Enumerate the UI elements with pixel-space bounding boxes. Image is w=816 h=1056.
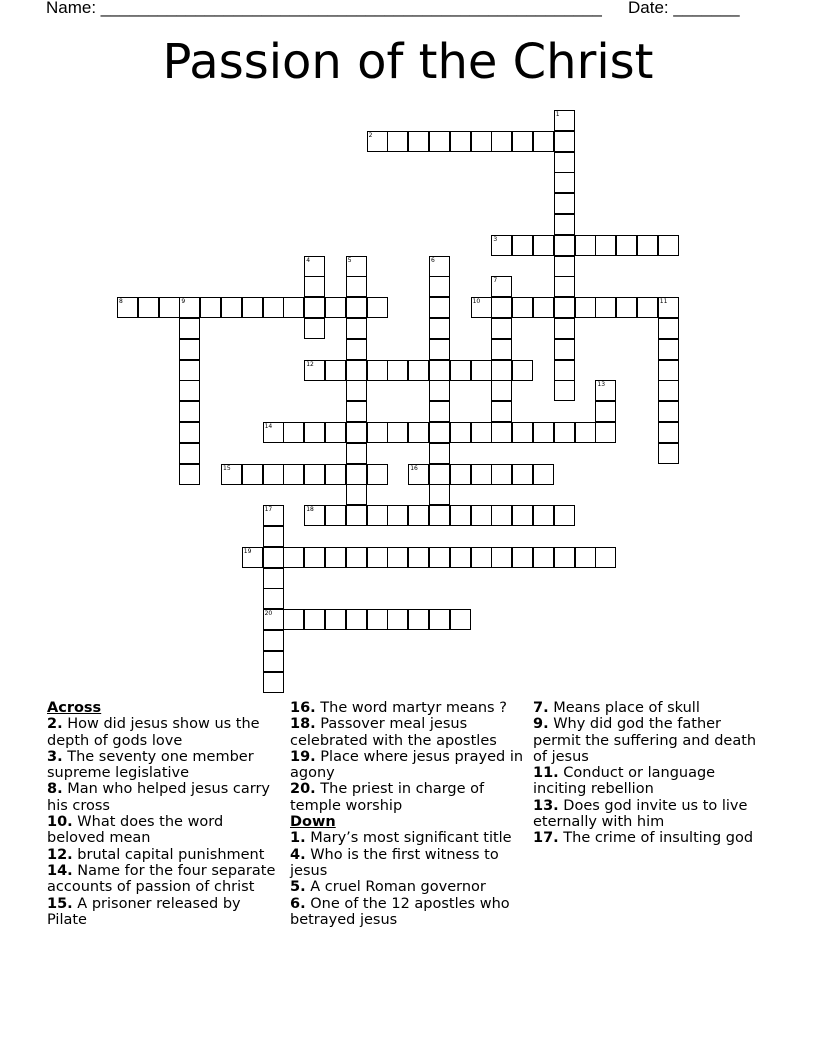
page-title: Passion of the Christ: [162, 34, 654, 90]
grid-cell[interactable]: [346, 276, 367, 297]
grid-cell[interactable]: [346, 443, 367, 464]
cell-number: 19: [243, 547, 252, 555]
cell-number: 6: [431, 256, 435, 264]
grid-cell[interactable]: [533, 464, 554, 485]
grid-cell[interactable]: [283, 464, 304, 485]
clue-down-13: 13. Does god invite us to live eternally with him: [533, 797, 748, 831]
grid-cell[interactable]: [429, 401, 450, 422]
grid-cell[interactable]: [595, 401, 616, 422]
grid-cell[interactable]: [304, 297, 325, 318]
grid-cell[interactable]: [283, 609, 304, 630]
grid-cell[interactable]: [491, 235, 512, 256]
grid-cell[interactable]: [512, 131, 533, 152]
grid-cell[interactable]: [367, 297, 388, 318]
grid-cell[interactable]: [491, 131, 512, 152]
grid-cell[interactable]: [242, 297, 263, 318]
grid-cell[interactable]: [575, 547, 596, 568]
grid-cell[interactable]: [554, 193, 575, 214]
grid-cell[interactable]: [471, 360, 492, 381]
grid-cell[interactable]: [346, 484, 367, 505]
grid-cell[interactable]: [346, 422, 367, 443]
cell-number: 10: [472, 298, 481, 306]
clue-down-6: 6. One of the 12 apostles who betrayed jesus: [290, 895, 510, 928]
grid-cell[interactable]: [575, 235, 596, 256]
clue-across-3: 3. The seventy one member supreme legislative: [47, 748, 254, 782]
grid-cell[interactable]: [471, 131, 492, 152]
grid-cell[interactable]: [533, 297, 554, 318]
grid-cell[interactable]: [367, 547, 388, 568]
grid-cell[interactable]: [616, 297, 637, 318]
grid-cell[interactable]: [429, 380, 450, 401]
grid-cell[interactable]: [554, 297, 575, 318]
clues-column-2: [290, 700, 525, 928]
grid-cell[interactable]: [450, 505, 471, 526]
grid-cell[interactable]: [512, 360, 533, 381]
grid-cell[interactable]: [408, 609, 429, 630]
grid-cell[interactable]: [471, 547, 492, 568]
grid-cell[interactable]: [429, 484, 450, 505]
clue-across-20: 20. The priest in charge of temple worship: [290, 781, 485, 814]
grid-cell[interactable]: [554, 172, 575, 193]
grid-cell[interactable]: [179, 464, 200, 485]
grid-cell[interactable]: [512, 464, 533, 485]
clues-column-1: [47, 700, 282, 928]
grid-cell[interactable]: [179, 339, 200, 360]
cell-number: 8: [119, 298, 123, 306]
grid-cell[interactable]: [554, 380, 575, 401]
grid-cell[interactable]: [263, 609, 284, 630]
clue-across-14: 14. Name for the four separate accounts of passion of christ: [47, 862, 276, 896]
clue-across-2: 2. How did jesus show us the depth of gods love: [47, 716, 260, 749]
grid-cell[interactable]: [387, 131, 408, 152]
grid-cell[interactable]: [658, 235, 679, 256]
grid-cell[interactable]: [242, 464, 263, 485]
cell-number: 17: [264, 506, 273, 514]
grid-cell[interactable]: [304, 609, 325, 630]
grid-cell[interactable]: [491, 422, 512, 443]
grid-cell[interactable]: [304, 505, 325, 526]
grid-cell[interactable]: [554, 152, 575, 173]
grid-cell[interactable]: [304, 547, 325, 568]
clue-down-1: 1. Mary’s most significant title: [290, 830, 512, 847]
grid-cell[interactable]: [554, 422, 575, 443]
grid-cell[interactable]: [491, 505, 512, 526]
grid-cell[interactable]: [554, 110, 575, 131]
grid-cell[interactable]: [512, 235, 533, 256]
cell-number: 7: [493, 277, 498, 285]
grid-cell[interactable]: [658, 422, 679, 443]
clue-across-19: 19. Place where jesus prayed in agony: [290, 748, 524, 782]
grid-cell[interactable]: [554, 339, 575, 360]
grid-cell[interactable]: [179, 360, 200, 381]
across-heading: Across: [47, 700, 102, 716]
grid-cell[interactable]: [408, 464, 429, 485]
grid-cell[interactable]: [325, 547, 346, 568]
grid-cell[interactable]: [595, 422, 616, 443]
grid-cell[interactable]: [346, 360, 367, 381]
grid-cell[interactable]: [179, 401, 200, 422]
clue-across-8: 8. Man who helped jesus carry his cross: [47, 781, 270, 814]
grid-cell[interactable]: [367, 131, 388, 152]
grid-cell[interactable]: [179, 318, 200, 339]
grid-cell[interactable]: [429, 256, 450, 277]
clue-down-7: 7. Means place of skull: [533, 700, 700, 716]
grid-cell[interactable]: [346, 505, 367, 526]
grid-cell[interactable]: [179, 380, 200, 401]
grid-cell[interactable]: [658, 360, 679, 381]
clue-down-5: 5. A cruel Roman governor: [290, 879, 486, 896]
grid-cell[interactable]: [283, 297, 304, 318]
grid-cell[interactable]: [429, 339, 450, 360]
clue-down-9: 9. Why did god the father permit the suffering and death of jesus: [533, 716, 757, 765]
grid-cell[interactable]: [429, 297, 450, 318]
grid-cell[interactable]: [263, 297, 284, 318]
grid-cell[interactable]: [533, 131, 554, 152]
grid-cell[interactable]: [408, 131, 429, 152]
grid-cell[interactable]: [554, 505, 575, 526]
grid-cell[interactable]: [263, 672, 284, 693]
grid-cell[interactable]: [658, 401, 679, 422]
grid-cell[interactable]: [367, 464, 388, 485]
grid-cell[interactable]: [138, 297, 159, 318]
grid-cell[interactable]: [408, 360, 429, 381]
grid-cell[interactable]: [304, 464, 325, 485]
grid-cell[interactable]: [263, 505, 284, 526]
grid-cell[interactable]: [450, 609, 471, 630]
grid-cell[interactable]: [346, 609, 367, 630]
grid-cell[interactable]: [491, 401, 512, 422]
grid-cell[interactable]: [616, 235, 637, 256]
grid-cell[interactable]: [658, 339, 679, 360]
name-field-label: Name: _____________________________________________________: [46, 0, 602, 17]
grid-cell[interactable]: [533, 547, 554, 568]
grid-cell[interactable]: [429, 276, 450, 297]
grid-cell[interactable]: [554, 276, 575, 297]
grid-cell[interactable]: [200, 297, 221, 318]
grid-cell[interactable]: [554, 235, 575, 256]
grid-cell[interactable]: [512, 547, 533, 568]
grid-cell[interactable]: [533, 235, 554, 256]
grid-cell[interactable]: [263, 588, 284, 609]
cell-number: 5: [347, 256, 352, 264]
cell-number: 12: [306, 360, 314, 368]
cell-number: 13: [597, 381, 606, 389]
grid-cell[interactable]: [471, 297, 492, 318]
grid-cell[interactable]: [512, 505, 533, 526]
grid-cell[interactable]: [491, 276, 512, 297]
grid-cell[interactable]: [179, 443, 200, 464]
cell-number: 4: [306, 256, 311, 264]
grid-cell[interactable]: [450, 360, 471, 381]
grid-cell[interactable]: [637, 297, 658, 318]
grid-cell[interactable]: [575, 297, 596, 318]
grid-cell[interactable]: [429, 505, 450, 526]
date-field-label: Date: _______: [628, 0, 740, 17]
grid-cell[interactable]: [533, 505, 554, 526]
grid-cell[interactable]: [325, 360, 346, 381]
grid-cell[interactable]: [595, 547, 616, 568]
grid-cell[interactable]: [263, 547, 284, 568]
clue-down-11: 11. Conduct or language inciting rebellion: [533, 765, 716, 798]
grid-cell[interactable]: [429, 464, 450, 485]
grid-cell[interactable]: [263, 568, 284, 589]
grid-cell[interactable]: [471, 505, 492, 526]
cell-number: 11: [659, 298, 668, 306]
grid-cell[interactable]: [595, 235, 616, 256]
cell-number: 2: [368, 131, 373, 139]
grid-cell[interactable]: [221, 297, 242, 318]
clues-column-3: [533, 700, 773, 847]
grid-cell[interactable]: [346, 401, 367, 422]
grid-cell[interactable]: [491, 318, 512, 339]
clue-across-16: 16. The word martyr means ?: [290, 700, 507, 716]
grid-cell[interactable]: [408, 505, 429, 526]
grid-cell[interactable]: [263, 422, 284, 443]
grid-cell[interactable]: [429, 443, 450, 464]
grid-cell[interactable]: [429, 422, 450, 443]
grid-cell[interactable]: [346, 256, 367, 277]
grid-cell[interactable]: [325, 464, 346, 485]
grid-cell[interactable]: [554, 360, 575, 381]
grid-cell[interactable]: [179, 422, 200, 443]
grid-cell[interactable]: [263, 526, 284, 547]
grid-cell[interactable]: [346, 380, 367, 401]
grid-cell[interactable]: [575, 422, 596, 443]
grid-cell[interactable]: [346, 318, 367, 339]
grid-cell[interactable]: [263, 651, 284, 672]
grid-cell[interactable]: [595, 380, 616, 401]
grid-cell[interactable]: [658, 443, 679, 464]
clue-down-17: 17. The crime of insulting god: [533, 830, 754, 847]
grid-cell[interactable]: [221, 464, 242, 485]
grid-cell[interactable]: [263, 464, 284, 485]
grid-cell[interactable]: [554, 214, 575, 235]
clue-across-18: 18. Passover meal jesus celebrated with the apostles: [290, 716, 497, 749]
grid-cell[interactable]: [283, 422, 304, 443]
grid-cell[interactable]: [491, 360, 512, 381]
clue-across-15: 15. A prisoner released by Pilate: [47, 895, 241, 928]
grid-cell[interactable]: [325, 422, 346, 443]
grid-cell[interactable]: [367, 422, 388, 443]
grid-cell[interactable]: [346, 339, 367, 360]
cell-number: 14: [264, 423, 273, 430]
grid-cell[interactable]: [179, 297, 200, 318]
down-heading: Down: [290, 814, 336, 831]
grid-cell[interactable]: [304, 422, 325, 443]
grid-cell[interactable]: [471, 422, 492, 443]
grid-cell[interactable]: [491, 464, 512, 485]
grid-cell[interactable]: [346, 297, 367, 318]
grid-cell[interactable]: [346, 464, 367, 485]
grid-cell[interactable]: [491, 547, 512, 568]
grid-cell[interactable]: [450, 131, 471, 152]
grid-cell[interactable]: [325, 297, 346, 318]
grid-cell[interactable]: [387, 505, 408, 526]
grid-cell[interactable]: [512, 422, 533, 443]
grid-cell[interactable]: [408, 422, 429, 443]
grid-cell[interactable]: [304, 256, 325, 277]
grid-cell[interactable]: [304, 276, 325, 297]
grid-cell[interactable]: [658, 297, 679, 318]
grid-cell[interactable]: [387, 609, 408, 630]
grid-cell[interactable]: [263, 630, 284, 651]
cell-number: 16: [410, 464, 418, 472]
grid-cell[interactable]: [117, 297, 138, 318]
grid-cell[interactable]: [387, 360, 408, 381]
grid-cell[interactable]: [491, 297, 512, 318]
grid-cell[interactable]: [512, 297, 533, 318]
grid-cell[interactable]: [325, 609, 346, 630]
cell-number: 18: [306, 506, 314, 514]
grid-cell[interactable]: [325, 505, 346, 526]
grid-cell[interactable]: [637, 235, 658, 256]
grid-cell[interactable]: [595, 297, 616, 318]
grid-cell[interactable]: [387, 422, 408, 443]
grid-cell[interactable]: [367, 609, 388, 630]
grid-cell[interactable]: [554, 256, 575, 277]
grid-cell[interactable]: [346, 547, 367, 568]
cell-number: 3: [493, 235, 498, 243]
grid-cell[interactable]: [450, 464, 471, 485]
grid-cell[interactable]: [159, 297, 180, 318]
grid-cell[interactable]: [554, 131, 575, 152]
grid-cell[interactable]: [304, 318, 325, 339]
grid-cell[interactable]: [658, 380, 679, 401]
clue-across-12: 12. brutal capital punishment: [47, 846, 265, 863]
grid-cell[interactable]: [283, 547, 304, 568]
cell-number: 15: [223, 464, 231, 472]
grid-cell[interactable]: [429, 547, 450, 568]
cell-number: 9: [181, 298, 186, 306]
grid-cell[interactable]: [491, 380, 512, 401]
grid-cell[interactable]: [429, 609, 450, 630]
grid-cell[interactable]: [533, 422, 554, 443]
grid-cell[interactable]: [242, 547, 263, 568]
grid-cell[interactable]: [658, 318, 679, 339]
grid-cell[interactable]: [429, 318, 450, 339]
grid-cell[interactable]: [491, 339, 512, 360]
grid-cell[interactable]: [554, 318, 575, 339]
grid-cell[interactable]: [554, 547, 575, 568]
cell-number: 20: [264, 610, 273, 618]
clue-across-10: 10. What does the word beloved mean: [47, 814, 224, 847]
grid-cell[interactable]: [367, 360, 388, 381]
grid-cell[interactable]: [450, 422, 471, 443]
clue-down-4: 4. Who is the first witness to jesus: [290, 846, 499, 879]
grid-cell[interactable]: [471, 464, 492, 485]
grid-cell[interactable]: [429, 131, 450, 152]
grid-cell[interactable]: [304, 360, 325, 381]
grid-cell[interactable]: [408, 547, 429, 568]
grid-cell[interactable]: [387, 547, 408, 568]
grid-cell[interactable]: [450, 547, 471, 568]
grid-cell[interactable]: [429, 360, 450, 381]
cell-number: 1: [555, 111, 560, 118]
grid-cell[interactable]: [367, 505, 388, 526]
